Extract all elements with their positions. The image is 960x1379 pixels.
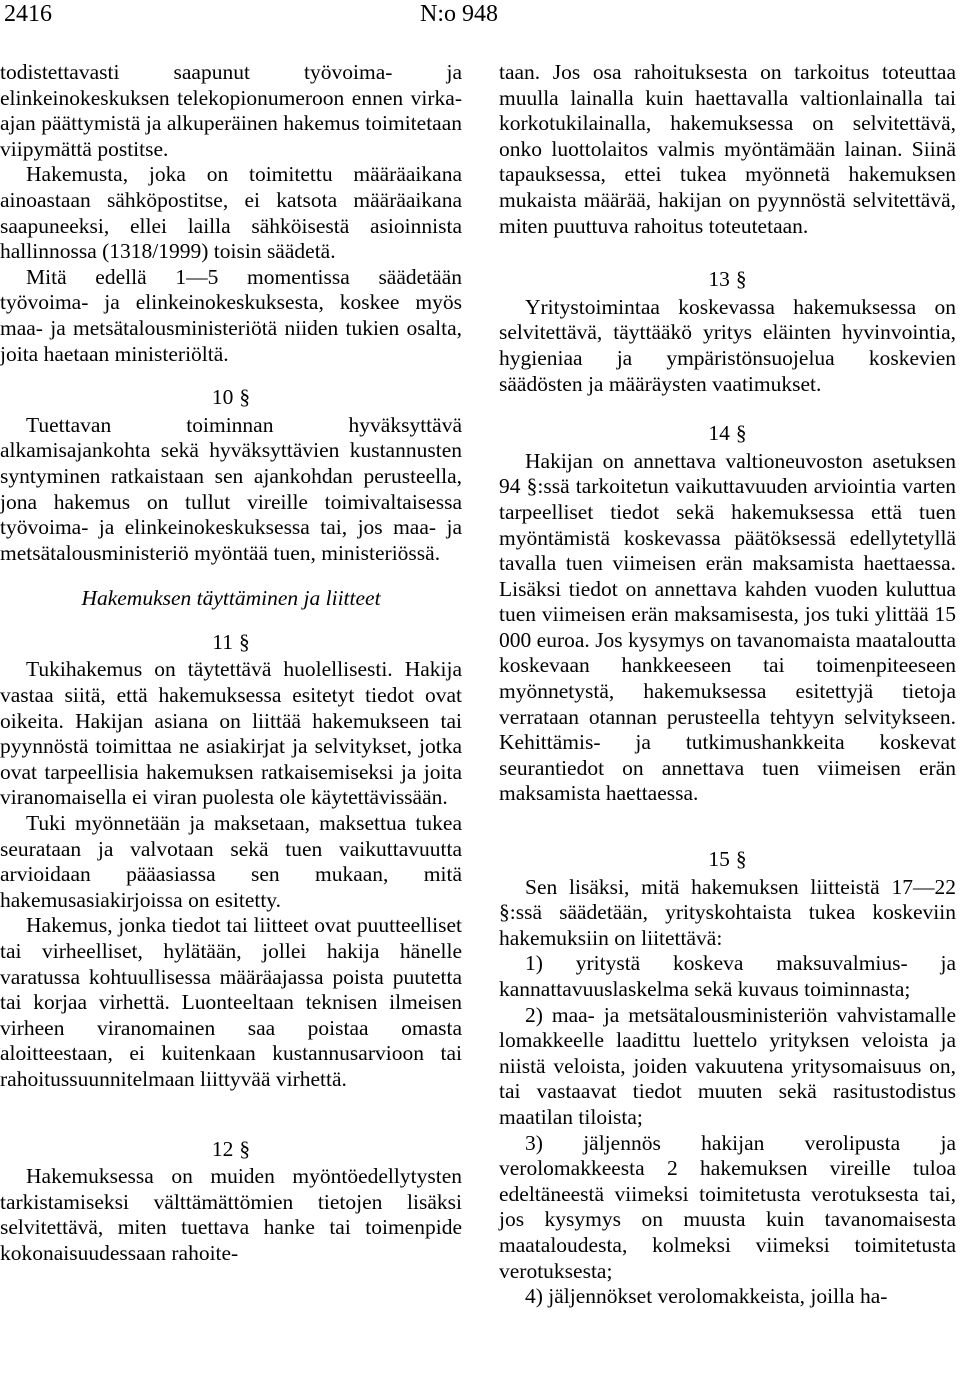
- section-sign: §: [735, 847, 747, 872]
- section-10-heading: [0, 385, 462, 411]
- paragraph: Hakemusta, joka on toimitettu määräaikana ainoastaan sähköpostitse, ei katsota määräaikana saapuneeksi, ellei lailla sähköisestä asioinnista hallinnossa (1318/1999) toisin säädetä.: [0, 162, 462, 264]
- paragraph: Tukihakemus on täytettävä huolellisesti. Hakija vastaa siitä, että hakemuksessa esitetyt tiedot ovat oikeita. Hakijan asiana on liittää hakemukseen tai pyynnöstä toimittaa ne asiakirjat ja selvitykset, jotka ovat tarpeellisia hakemuksen ratkaisemiseksi ja joita viranomaisella ei viran puolesta ole käytettävissään.: [0, 657, 462, 810]
- section-sign: §: [238, 629, 250, 654]
- section-sign: §: [239, 385, 251, 410]
- section-number: 12: [211, 1136, 234, 1161]
- paragraph: todistettavasti saapunut työvoima- ja elinkeinokeskuksen telekopionumeroon ennen virka-ajan päättymistä ja alkuperäinen hakemus toimitetaan viipymättä postitse.: [0, 60, 462, 161]
- section-number: 13: [708, 267, 730, 292]
- section-number: 10: [211, 385, 234, 410]
- document-number: N:o 948: [420, 1, 498, 27]
- paragraph: Hakemuksessa on muiden myöntöedellytysten tarkistamiseksi välttämättömien tietojen lisäksi selvitettävä, miten tuettava hanke tai toimenpide kokonaisuudessaan rahoite-: [0, 1164, 462, 1265]
- paragraph: Tuettavan toiminnan hyväksyttävä alkamisajankohta sekä hyväksyttävien kustannusten syntyminen ratkaistaan sen ajankohdan perusteella, jona hakemus on tullut vireille toimivaltaisessa työvoima- ja elinkeinokeskuksessa tai, jos maa- ja metsätalousministeriö myöntää tuen, ministeriössä.: [0, 412, 462, 565]
- section-number: 14: [708, 421, 730, 446]
- left-column: [0, 60, 462, 1267]
- page-header: [0, 0, 960, 36]
- section-number: 11: [212, 629, 233, 654]
- section-14-heading: [499, 421, 956, 447]
- right-column: [499, 60, 956, 1310]
- section-15-heading: [499, 847, 956, 873]
- section-11-heading: [0, 630, 462, 656]
- paragraph: Mitä edellä 1—5 momentissa säädetään työvoima- ja elinkeinokeskuksesta, koskee myös maa- ja metsätalousministeriötä niiden tukien osalta, joita haetaan ministeriöltä.: [0, 264, 462, 366]
- paragraph: Yritystoimintaa koskevassa hakemuksessa on selvitettävä, täyttääkö yritys eläinten hyvinvointia, hygieniaa ja ympäristönsuojelua koskevien säädösten ja määräysten vaatimukset.: [499, 294, 956, 396]
- paragraph: taan. Jos osa rahoituksesta on tarkoitus toteuttaa muulla lainalla kuin haettavalla valtionlainalla tai korkotukilainalla, hakemuksessa on selvitettävä, onko luottolaitos valmis myöntämään lainan. Siinä tapauksessa, ettei tukea myönnetä hakemuksen mukaista määrää, hakijan on pyynnöstä selvitettävä, miten puuttuva rahoitus toteutetaan.: [499, 60, 956, 238]
- list-item: 2) maa- ja metsätalousministeriön vahvistamalle lomakkeelle laadittu luettelo yrityksen veloista ja niistä veloista, joiden vakuutena yritysomaisuus on, tai vastaavat tiedot muuten sekä rasitustodistus maatilan tiloista;: [499, 1002, 956, 1129]
- chapter-heading: Hakemuksen täyttäminen ja liitteet: [81, 586, 381, 611]
- list-item: 4) jäljennökset verolomakkeista, joilla ha-: [525, 1284, 888, 1309]
- section-number: 15: [708, 847, 730, 872]
- list-item: 3) jäljennös hakijan verolipusta ja verolomakkeesta 2 hakemuksen vireille tuloa edeltäneestä viimeksi toimitetusta verotuksesta tai, jos kysymys on muusta kuin tavanomaisesta maataloudesta, kolmeksi viimeksi toimitetusta verotuksesta;: [499, 1130, 956, 1283]
- section-12-heading: [0, 1137, 462, 1163]
- page-number: 2416: [4, 1, 52, 27]
- paragraph: Hakemus, jonka tiedot tai liitteet ovat puutteelliset tai virheelliset, hylätään, jollei hakija hänelle varatussa kohtuullisessa määräajassa poista puutetta tai korjaa virhettä. Luonteeltaan teknisen ilmeisen virheen viranomainen saa poistaa omasta aloitteestaan, ei kuitenkaan kustannusarvioon tai rahoitussuunnitelmaan liittyvää virhettä.: [0, 913, 462, 1091]
- paragraph: Sen lisäksi, mitä hakemuksen liitteistä 17—22 §:ssä säädetään, yrityskohtaista tukea koskeviin hakemuksiin on liitettävä:: [499, 874, 956, 950]
- section-13-heading: [499, 267, 956, 293]
- paragraph: Hakijan on annettava valtioneuvoston asetuksen 94 §:ssä tarkoitetun vaikuttavuuden arviointia varten tarpeelliset tiedot sekä hakemuksessa että tuen myöntämistä koskevassa päätöksessä edellytetyllä tavalla tuen viimeisen erän maksamista haettaessa. Lisäksi tiedot on annettava kahden vuoden kuluttua tuen viimeisen erän maksamisesta, jos tuki ylittää 15 000 euroa. Jos kysymys on tavanomaista maataloutta koskevaan hankkeeseen tai toimenpiteeseen myönnetystä, hakemuksessa esitettyjä tietoja verrataan otannan perusteella tehtyyn selvitykseen. Kehittämis- ja tutkimushankkeita koskevat seurantiedot on annettava tuen viimeisen erän maksamista haettaessa.: [499, 448, 956, 806]
- paragraph: Tuki myönnetään ja maksetaan, maksettua tukea seurataan ja valvotaan sekä tuen vaikuttavuutta arvioidaan pääasiassa sen mukaan, mitä hakemusasiakirjoissa on esitetty.: [0, 811, 462, 912]
- section-sign: §: [239, 1136, 251, 1161]
- section-sign: §: [735, 267, 747, 292]
- list-item: 1) yritystä koskeva maksuvalmius- ja kannattavuuslaskelma sekä kuvaus toiminnasta;: [499, 951, 956, 1001]
- section-sign: §: [735, 421, 747, 446]
